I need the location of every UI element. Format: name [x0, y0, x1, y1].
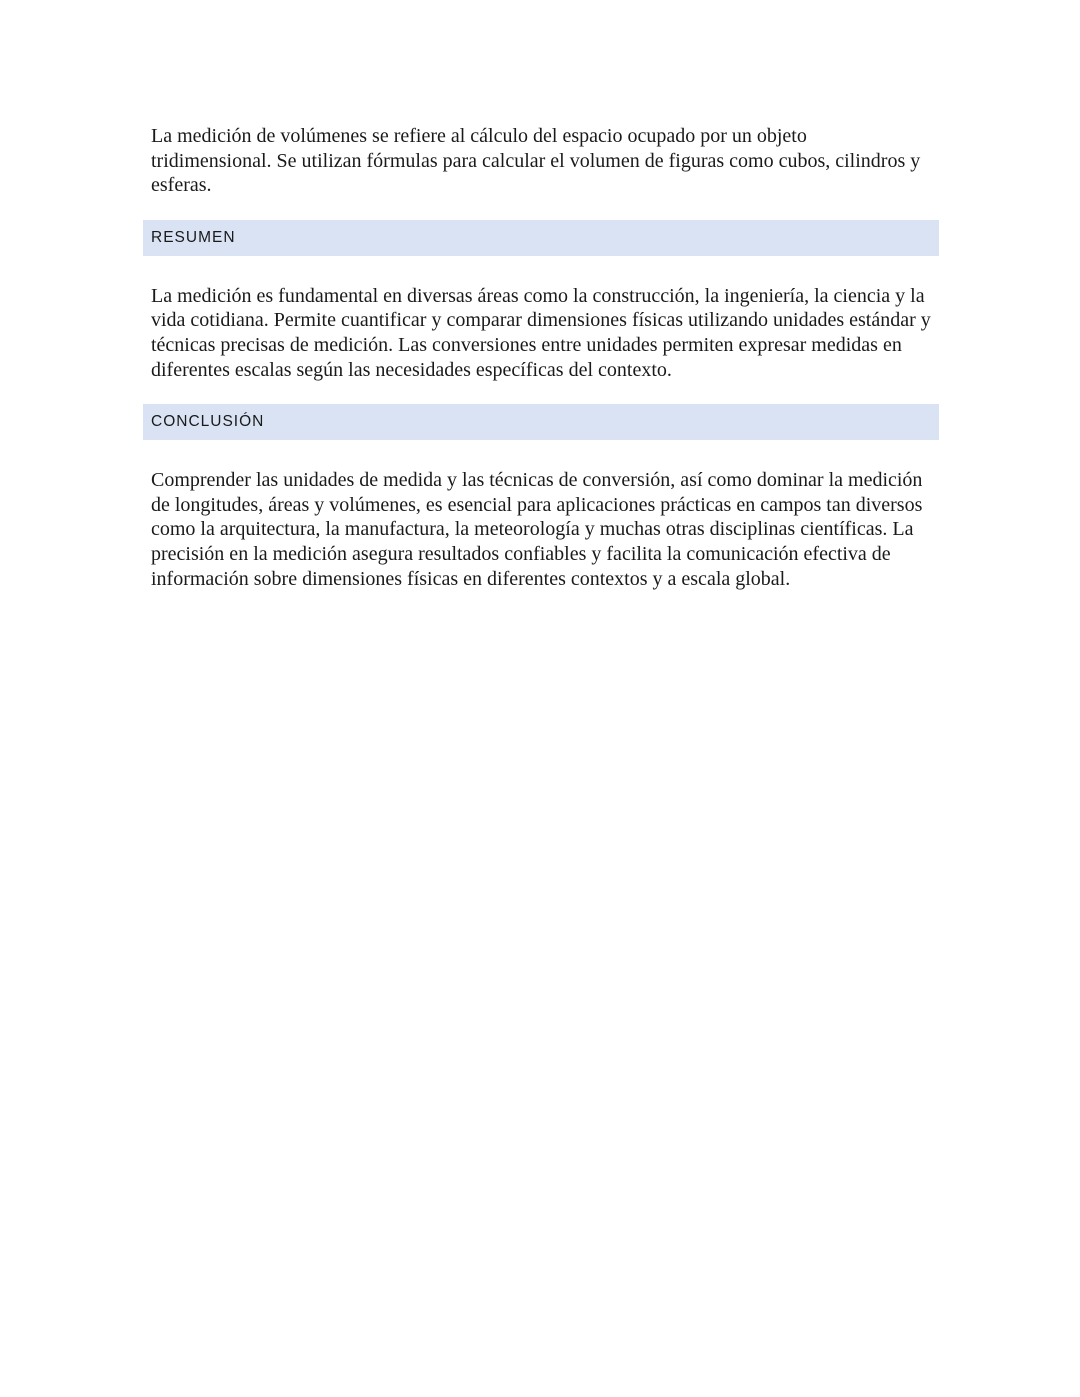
section-heading-label: CONCLUSIÓN [151, 413, 265, 431]
conclusion-paragraph: Comprender las unidades de medida y las técnicas de conversión, así como dominar la medición de longitudes, áreas y volúmenes, es esencial para aplicaciones prácticas en campos tan diversos como la arquitectura, la manufactura, la meteorología y muchas otras disciplinas científicas. La precisión en la medición asegura resultados confiables y facilita la comunicación efectiva de información sobre dimensiones físicas en diferentes contextos y a escala global. [151, 469, 923, 590]
intro-paragraph: La medición de volúmenes se refiere al cálculo del espacio ocupado por un objeto tridimensional. Se utilizan fórmulas para calcular el volumen de figuras como cubos, cilindros y esferas. [151, 125, 921, 197]
document-content [143, 124, 939, 591]
section-heading-label: RESUMEN [151, 228, 236, 246]
resumen-paragraph: La medición es fundamental en diversas áreas como la construcción, la ingeniería, la ciencia y la vida cotidiana. Permite cuantificar y comparar dimensiones físicas utilizando unidades estándar y técnicas precisas de medición. Las conversiones entre unidades permiten expresar medidas en diferentes escalas según las necesidades específicas del contexto. [151, 284, 931, 381]
section-heading-resumen [143, 220, 939, 256]
section-heading-conclusion [143, 404, 939, 440]
